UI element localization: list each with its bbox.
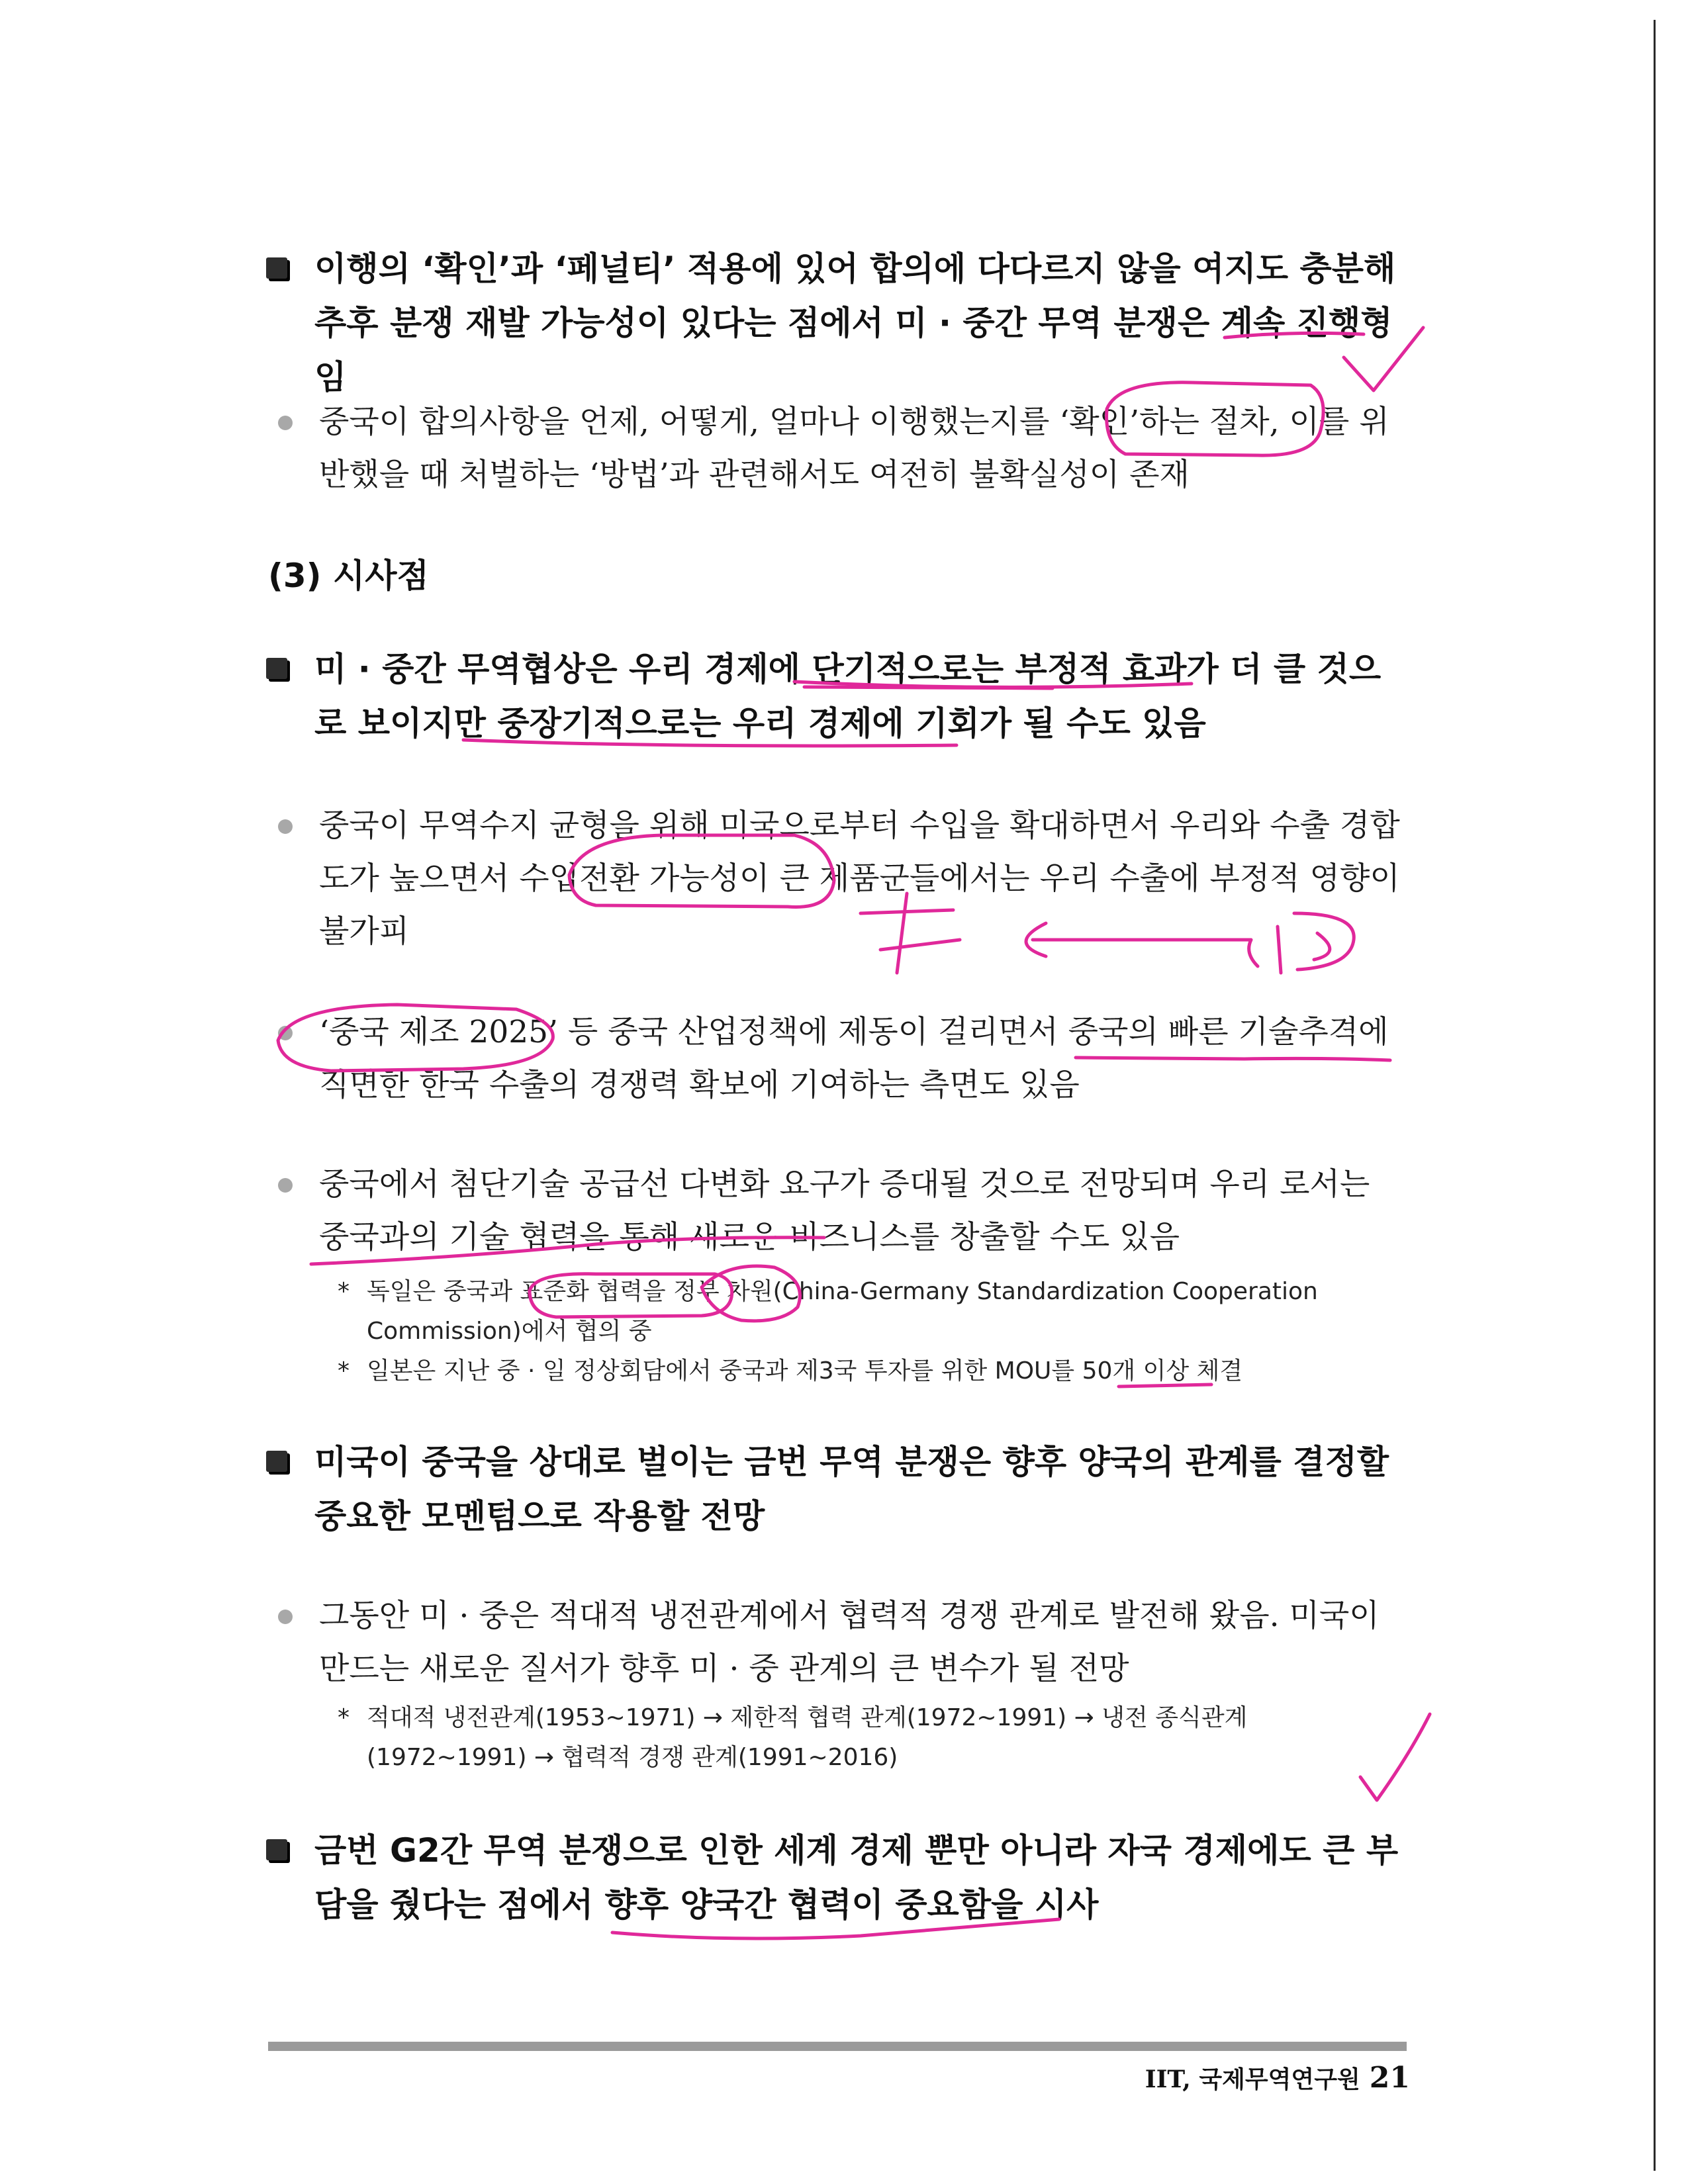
circle-bullet-icon [278, 1178, 293, 1193]
bullet-paragraph [268, 1006, 1407, 1112]
bullet-text: 중국이 합의사항을 언제, 어떻게, 얼마나 이행했는지를 ‘확인’하는 절차, 이를 위반했을 때 처벌하는 ‘방법’과 관련해서도 여전히 불확실성이 존재 [319, 404, 1389, 493]
bullet-text: ‘중국 제조 2025’ 등 중국 산업정책에 제동이 걸리면서 중국의 빠른 기술추격에 직면한 한국 수출의 경쟁력 확보에 기여하는 측면도 있음 [319, 1014, 1389, 1103]
bullet-paragraph [268, 799, 1407, 958]
bullet-text: 중국에서 첨단기술 공급선 다변화 요구가 증대될 것으로 전망되며 우리 로서는 중국과의 기술 협력을 통해 새로운 비즈니스를 창출할 수도 있음 [319, 1166, 1370, 1255]
bullet-paragraph [268, 1590, 1407, 1696]
key-point-text: 미 · 중간 무역협상은 우리 경제에 단기적으로는 부정적 효과가 더 클 것으로 보이지만 중장기적으로는 우리 경제에 기회가 될 수도 있음 [314, 650, 1382, 743]
square-bullet-icon [266, 1451, 287, 1472]
key-point-text: 미국이 중국을 상대로 벌이는 금번 무역 분쟁은 향후 양국의 관계를 결정할 중요한 모멘텀으로 작용할 전망 [314, 1443, 1389, 1535]
bullet-text: 중국이 무역수지 균형을 위해 미국으로부터 수입을 확대하면서 우리와 수출 경합도가 높으면서 수입전환 가능성이 큰 제품군들에서는 우리 수출에 부정적 영향이 불가피 [319, 807, 1400, 950]
section-title: (3) 시사점 [268, 557, 429, 595]
page-edge-line [1654, 20, 1656, 2171]
footnote [338, 1698, 1407, 1778]
key-point-text: 이행의 ‘확인’과 ‘페널티’ 적용에 있어 합의에 다다르지 않을 여지도 충분해 추후 분쟁 재발 가능성이 있다는 점에서 미 · 중간 무역 분쟁은 계속 진행형임 [314, 250, 1396, 396]
key-point-heading [268, 1435, 1407, 1543]
page-number: 21 [1369, 2061, 1410, 2095]
circle-bullet-icon [278, 1026, 293, 1040]
page-footer [1145, 2058, 1410, 2099]
circle-bullet-icon [278, 1610, 293, 1624]
circle-bullet-icon [278, 819, 293, 834]
asterisk-marker: * [338, 1278, 350, 1305]
footnote [338, 1351, 1407, 1391]
key-point-heading [268, 242, 1407, 404]
footnote [338, 1272, 1407, 1351]
bullet-paragraph [268, 396, 1407, 502]
square-bullet-icon [266, 257, 287, 279]
footnote-text: 독일은 중국과 표준화 협력을 정부 차원(China-Germany Standardization Cooperation Commission)에서 협의 중 [367, 1278, 1318, 1345]
square-bullet-icon [266, 1839, 287, 1860]
bullet-text: 그동안 미 · 중은 적대적 냉전관계에서 협력적 경쟁 관계로 발전해 왔음. 미국이 만드는 새로운 질서가 향후 미 · 중 관계의 큰 변수가 될 전망 [319, 1598, 1380, 1687]
key-point-heading [268, 642, 1407, 751]
key-point-heading [268, 1823, 1407, 1932]
asterisk-marker: * [338, 1357, 350, 1385]
circle-bullet-icon [278, 416, 293, 430]
footer-org: IIT, 국제무역연구원 [1145, 2066, 1360, 2093]
key-point-text: 금번 G2간 무역 분쟁으로 인한 세계 경제 뿐만 아니라 자국 경제에도 큰 부담을 줬다는 점에서 향후 양국간 협력이 중요함을 시사 [314, 1831, 1399, 1924]
square-bullet-icon [266, 658, 287, 679]
bullet-paragraph [268, 1158, 1407, 1264]
asterisk-marker: * [338, 1704, 350, 1731]
footer-rule [268, 2042, 1407, 2051]
footnote-text: 일본은 지난 중 · 일 정상회담에서 중국과 제3국 투자를 위한 MOU를 50개 이상 체결 [367, 1357, 1243, 1385]
footnote-text: 적대적 냉전관계(1953~1971) → 제한적 협력 관계(1972~1991) → 냉전 종식관계 (1972~1991) → 협력적 경쟁 관계(1991~2016) [367, 1704, 1248, 1771]
